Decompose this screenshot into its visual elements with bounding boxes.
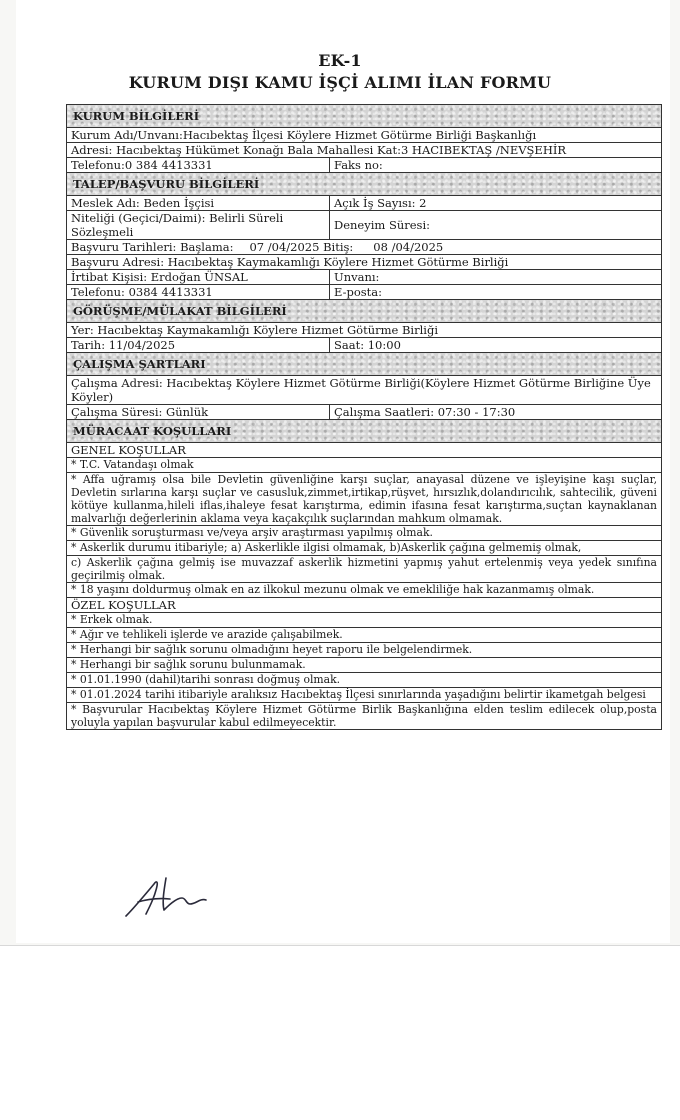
form-title: KURUM DIŞI KAMU İŞÇİ ALIMI İLAN FORMU [128,73,552,92]
section-kurum-bilgileri: KURUM BİLGİLERİ [67,105,661,128]
baslama-tarihi: 07 /04/2025 [249,240,320,254]
ozel-kosul-2: * Ağır ve tehlikeli işlerde ve arazide çalışabilmek. [71,628,343,641]
genel-kosul-askerlik-a: * Askerlik durumu itibariyle; a) Askerlikle ilgisi olmamak, b)Askerlik çağına gelmemiş olmak, [71,541,582,554]
announcement-form [66,104,662,730]
row-genel-kosullar-title [67,443,661,458]
annex-label: EK-1 [318,51,362,70]
list-item [67,458,661,473]
ozel-kosul-3: * Herhangi bir sağlık sorunu olmadığını heyet raporu ile belgelendirmek. [71,643,473,656]
section-gorusme-mulakat: GÖRÜŞME/MÜLAKAT BİLGİLERİ [67,300,661,323]
ozel-kosul-6: * 01.01.2024 tarihi itibariyle aralıksız Hacıbektaş İlçesi sınırlarında yaşadığını belirtir ikametgah belgesi [71,688,646,701]
section-talep-basvuru: TALEP/BAŞVURU BİLGİLERİ [67,173,661,196]
row-calisma-suresi [67,405,661,420]
unvan: Unvanı: [334,270,380,284]
list-item [67,688,661,703]
row-ozel-kosullar-title [67,598,661,613]
list-item [67,703,661,729]
row-basvuru-tarihleri [67,240,661,255]
basvuru-tarihleri [67,240,661,254]
genel-kosul-askerlik-c: c) Askerlik çağına gelmiş ise muvazzaf askerlik hizmetini yapmış yahut ertelenmiş veya yedek sınıfına geçirilmiş olmak. [71,556,657,582]
row-calisma-adresi [67,376,661,405]
meslek-adi: Meslek Adı: Beden İşçisi [67,196,330,210]
deneyim-suresi: Deneyim Süresi: [334,218,431,232]
row-kurum-adres [67,143,661,158]
talep-eposta: E-posta: [334,285,383,299]
list-item [67,643,661,658]
kurum-telefon: Telefonu:0 384 4413331 [67,158,330,172]
genel-kosul-vatandaslik: * T.C. Vatandaşı olmak [71,458,194,471]
gorusme-saat: Saat: 10:00 [334,338,401,352]
list-item [67,473,661,526]
kurum-adres: Adresi: Hacıbektaş Hükümet Konağı Bala Mahallesi Kat:3 HACIBEKTAŞ /NEVŞEHİR [71,143,567,157]
genel-kosul-guvenlik: * Güvenlik soruşturması ve/veya arşiv araştırması yapılmış olmak. [71,526,433,539]
calisma-saatleri: Çalışma Saatleri: 07:30 - 17:30 [334,405,516,419]
document-title [0,50,680,94]
acik-is-sayisi: Açık İş Sayısı: 2 [334,196,427,210]
ozel-kosul-4: * Herhangi bir sağlık sorunu bulunmamak. [71,658,306,671]
list-item [67,541,661,556]
row-gorusme-zaman [67,338,661,353]
row-kurum-adi [67,128,661,143]
gorusme-yer: Yer: Hacıbektaş Kaymakamlığı Köylere Hizmet Götürme Birliği [71,323,439,337]
row-talep-iletisim [67,285,661,300]
signature-icon [120,868,230,924]
ozel-kosul-5: * 01.01.1990 (dahil)tarihi sonrası doğmuş olmak. [71,673,341,686]
ozel-kosullar-title: ÖZEL KOŞULLAR [71,598,176,612]
genel-kosullar-title: GENEL KOŞULLAR [71,443,186,457]
ozel-kosul-7: * Başvurular Hacıbektaş Köylere Hizmet Götürme Birlik Başkanlığına elden teslim edilecek olup,posta yoluyla yapılan başvurular kabul edilmeyecektir. [71,703,657,729]
row-nitelik [67,211,661,240]
talep-telefon: Telefonu: 0384 4413331 [67,285,330,299]
ozel-kosul-1: * Erkek olmak. [71,613,153,626]
list-item [67,673,661,688]
basvuru-tarihleri-label: Başvuru Tarihleri: Başlama: [71,240,234,254]
row-meslek [67,196,661,211]
kurum-faks: Faks no: [334,158,383,172]
calisma-adresi: Çalışma Adresi: Hacıbektaş Köylere Hizmet Götürme Birliği(Köylere Hizmet Götürme Birliğine Üye Köyler) [71,376,651,404]
irtibat-kisisi: İrtibat Kişisi: Erdoğan ÜNSAL [67,270,330,284]
nitelik: Niteliği (Geçici/Daimi): Belirli Süreli Sözleşmeli [67,211,330,239]
bitis-tarihi: 08 /04/2025 [373,240,444,254]
calisma-suresi: Çalışma Süresi: Günlük [67,405,330,419]
kurum-adi: Kurum Adı/Unvanı:Hacıbektaş İlçesi Köylere Hizmet Götürme Birliği Başkanlığı [71,128,537,142]
list-item [67,526,661,541]
row-gorusme-yer [67,323,661,338]
row-kurum-iletisim [67,158,661,173]
list-item [67,628,661,643]
basvuru-adresi: Başvuru Adresi: Hacıbektaş Kaymakamlığı Köylere Hizmet Götürme Birliği [71,255,509,269]
list-item [67,658,661,673]
section-muracaat-kosullari: MÜRACAAT KOŞULLARI [67,420,661,443]
bitis-label: Bitiş: [323,240,354,254]
genel-kosul-sabika: * Affa uğramış olsa bile Devletin güvenliğine karşı suçlar, anayasal düzene ve işleyişine kaşı suçlar, Devletin sırlarına karşı suçlar ve casusluk,zimmet,irtikap,rüşvet, hırsızlık,dolandırıcılık, sahtecilik, güveni kötüye kullanma,hileli iflas,ihaleye fesat karıştırma, edimin ifasına fesat karıştırma,suçtan kaynaklanan malvarlığı değerlerinin aklama veya kaçakçılık suçlarından mahkum olmamak. [71,473,657,525]
genel-kosul-yas: * 18 yaşını doldurmuş olmak en az ilkokul mezunu olmak ve emekliliğe hak kazanmamış olmak. [71,583,595,596]
section-calisma-sartlari: ÇALIŞMA ŞARTLARI [67,353,661,376]
list-item [67,613,661,628]
row-basvuru-adresi [67,255,661,270]
gorusme-tarih: Tarih: 11/04/2025 [67,338,330,352]
row-irtibat [67,270,661,285]
list-item [67,583,661,598]
list-item [67,556,661,583]
